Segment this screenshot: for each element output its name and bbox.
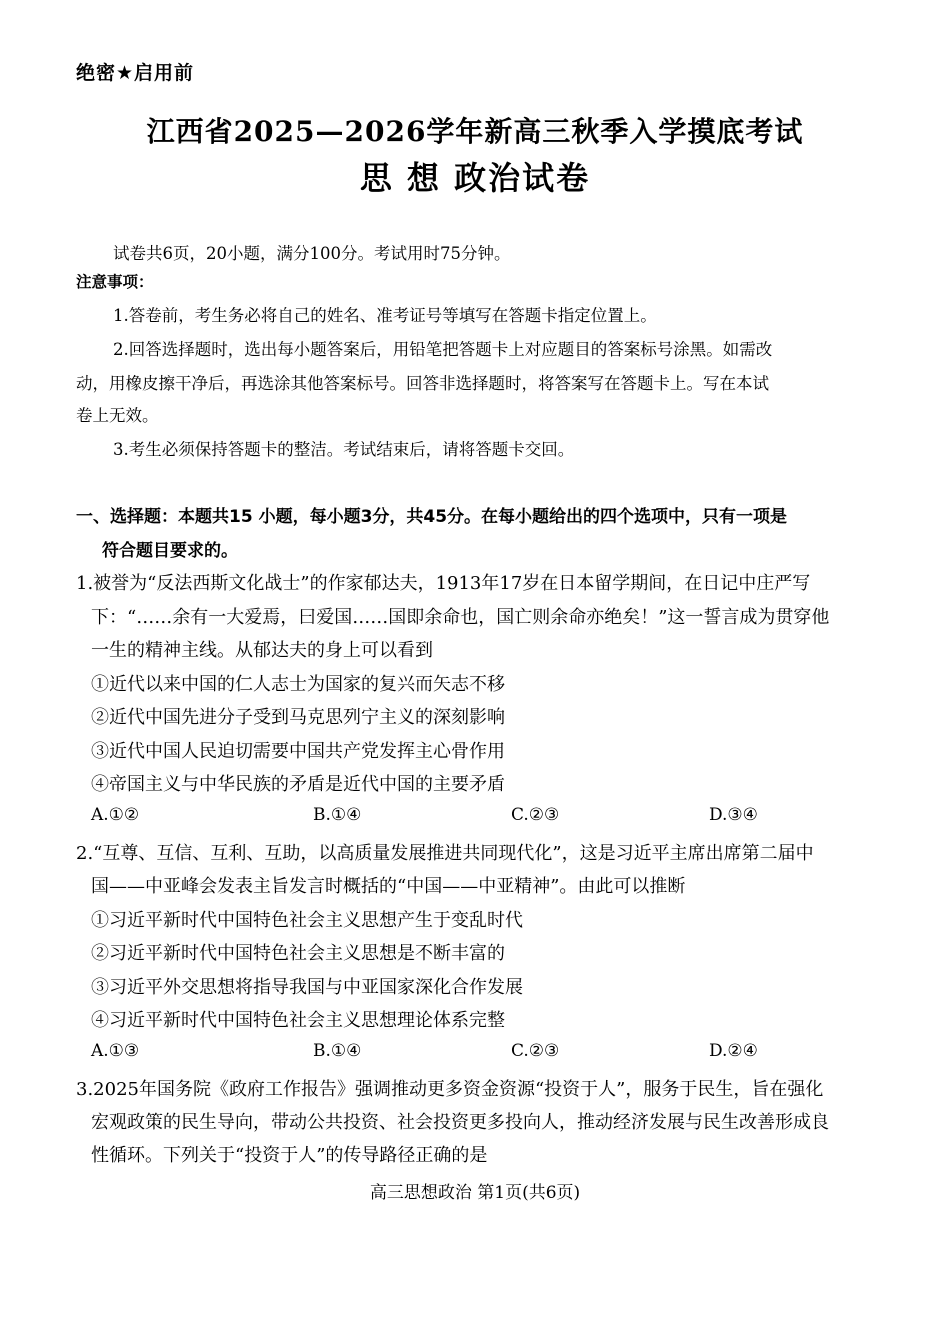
q2-option-b: B.①④ (313, 1041, 362, 1061)
q1-option-c: C.②③ (511, 805, 560, 825)
section-heading-line-1: 一、选择题：本题共15 小题，每小题3分，共45分。在每小题给出的四个选项中，只有一项是 (76, 507, 788, 527)
q3-stem-line-1: 3.2025年国务院《政府工作报告》强调推动更多资金资源“投资于人”，服务于民生，旨在强化 (76, 1079, 824, 1100)
q3-stem-line-3: 性循环。下列关于“投资于人”的传导路径正确的是 (91, 1145, 488, 1166)
notice-item-3: 3.考生必须保持答题卡的整洁。考试结束后，请将答题卡交回。 (113, 440, 575, 459)
q2-stem-line-1: 2.“互尊、互信、互利、互助，以高质量发展推进共同现代化”，这是习近平主席出席第二届中 (76, 843, 814, 864)
q2-option-c: C.②③ (511, 1041, 560, 1061)
secret-mark: 绝密★启用前 (76, 62, 195, 84)
q1-statement-1: ①近代以来中国的仁人志士为国家的复兴而矢志不移 (91, 674, 505, 695)
exam-title: 江西省2025—2026学年新高三秋季入学摸底考试 (146, 115, 804, 148)
notice-item-2-line-2: 动，用橡皮擦干净后，再选涂其他答案标号。回答非选择题时，将答案写在答题卡上。写在本试 (76, 374, 769, 393)
notice-heading: 注意事项： (76, 273, 154, 291)
q1-statement-4: ④帝国主义与中华民族的矛盾是近代中国的主要矛盾 (91, 774, 505, 795)
subject-title: 思 想 政治试卷 (359, 159, 591, 197)
q2-statement-4: ④习近平新时代中国特色社会主义思想理论体系完整 (91, 1010, 505, 1031)
q3-stem-line-2: 宏观政策的民生导向，带动公共投资、社会投资更多投向人，推动经济发展与民生改善形成良 (91, 1112, 829, 1133)
q2-statement-2: ②习近平新时代中国特色社会主义思想是不断丰富的 (91, 943, 505, 964)
page-footer: 高三思想政治 第1页(共6页) (369, 1183, 581, 1203)
q1-statement-3: ③近代中国人民迫切需要中国共产党发挥主心骨作用 (91, 741, 505, 762)
q1-stem-line-1: 1.被誉为“反法西斯文化战士”的作家郁达夫，1913年17岁在日本留学期间，在日记中庄严写 (76, 573, 811, 594)
q2-stem-line-2: 国——中亚峰会发表主旨发言时概括的“中国——中亚精神”。由此可以推断 (91, 876, 686, 897)
q1-statement-2: ②近代中国先进分子受到马克思列宁主义的深刻影响 (91, 707, 505, 728)
q1-stem-line-2: 下：“……余有一大爱焉，曰爱国……国即余命也，国亡则余命亦绝矣！”这一誓言成为贯穿他 (91, 607, 830, 628)
section-heading-line-2: 符合题目要求的。 (102, 541, 238, 561)
notice-item-2-line-3: 卷上无效。 (76, 406, 159, 425)
notice-item-2-line-1: 2.回答选择题时，选出每小题答案后，用铅笔把答题卡上对应题目的答案标号涂黑。如需改 (113, 340, 773, 359)
exam-intro: 试卷共6页，20小题，满分100分。考试用时75分钟。 (113, 244, 511, 263)
q2-statement-3: ③习近平外交思想将指导我国与中亚国家深化合作发展 (91, 977, 523, 998)
q1-option-d: D.③④ (709, 805, 758, 825)
q1-option-b: B.①④ (313, 805, 362, 825)
notice-item-1: 1.答卷前，考生务必将自己的姓名、准考证号等填写在答题卡指定位置上。 (113, 306, 657, 325)
q2-statement-1: ①习近平新时代中国特色社会主义思想产生于变乱时代 (91, 910, 523, 931)
q1-stem-line-3: 一生的精神主线。从郁达夫的身上可以看到 (91, 640, 433, 661)
q2-option-a: A.①③ (91, 1041, 140, 1061)
q1-option-a: A.①② (91, 805, 140, 825)
q2-option-d: D.②④ (709, 1041, 758, 1061)
